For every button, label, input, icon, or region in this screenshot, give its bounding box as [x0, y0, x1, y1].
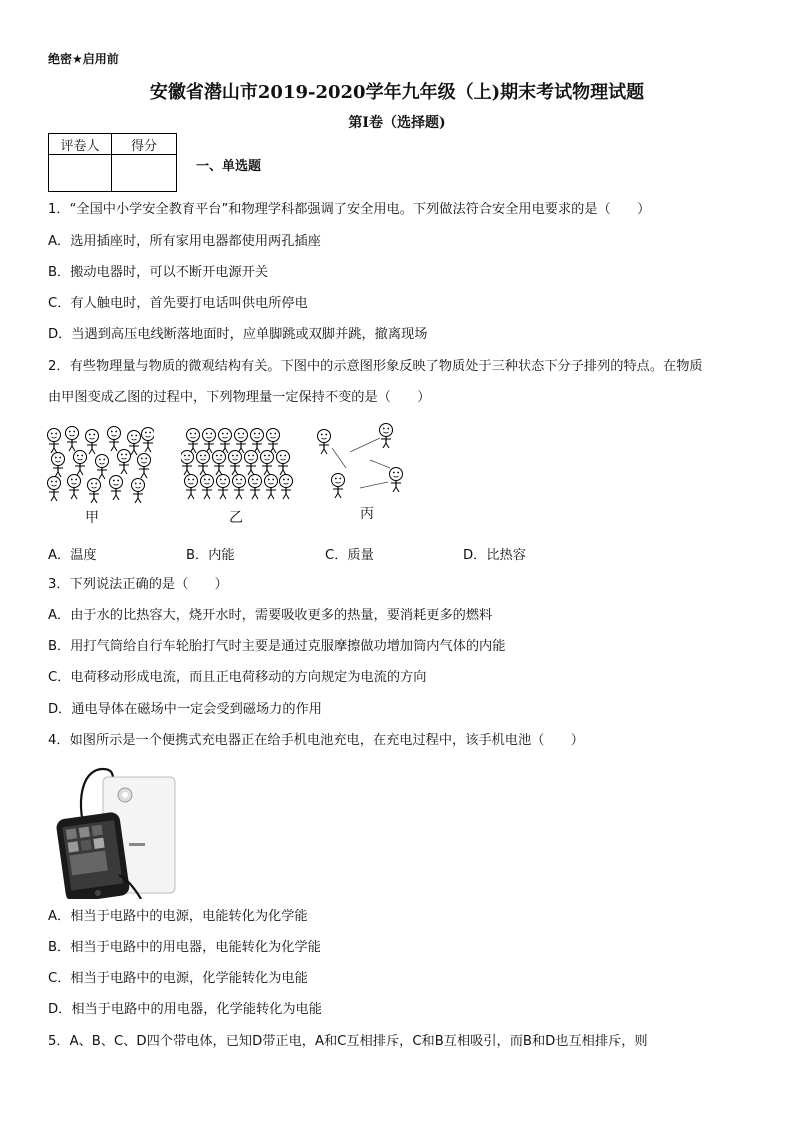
question-4-option-b: B．相当于电路中的用电器，电能转化为化学能 — [48, 940, 321, 955]
score-table-header-grader: 评卷人 — [49, 134, 112, 155]
question-3-option-b: B．用打气筒给自行车轮胎打气时主要是通过克服摩擦做功增加筒内气体的内能 — [48, 639, 506, 654]
figure-label-jia: 甲 — [85, 510, 99, 526]
question-3-option-d: D．通电导体在磁场中一定会受到磁场力的作用 — [48, 702, 322, 717]
question-1-option-c: C．有人触电时，首先要打电话叫供电所停电 — [48, 296, 308, 311]
question-4-option-c: C．相当于电路中的电源，化学能转化为电能 — [48, 971, 308, 986]
question-3-stem: 3．下列说法正确的是（ ） — [48, 577, 228, 592]
question-2-option-d: D．比热容 — [463, 548, 526, 563]
confidential-label: 绝密★启用前 — [48, 52, 119, 66]
question-2-stem-line1: 2．有些物理量与物质的微观结构有关。下图中的示意图形象反映了物质处于三种状态下分子排列的特点。在物质 — [48, 359, 703, 374]
question-4-option-a: A．相当于电路中的电源，电能转化为化学能 — [48, 909, 308, 924]
question-3-option-c: C．电荷移动形成电流，而且正电荷移动的方向规定为电流的方向 — [48, 670, 427, 685]
question-4-option-d: D．相当于电路中的用电器，化学能转化为电能 — [48, 1002, 322, 1017]
question-1-stem: 1．“全国中小学安全教育平台”和物理学科都强调了安全用电。下列做法符合安全用电要求的是（ ） — [48, 202, 651, 217]
score-table-header-score: 得分 — [112, 134, 177, 155]
question-3-option-a: A．由于水的比热容大，烧开水时，需要吸收更多的热量，要消耗更多的燃料 — [48, 608, 493, 623]
molecule-figure-yi — [181, 425, 293, 507]
question-2-stem-line2: 由甲图变成乙图的过程中，下列物理量一定保持不变的是（ ） — [48, 390, 431, 405]
page-subtitle: 第I卷（选择题) — [348, 115, 446, 131]
molecule-figure-bing — [310, 422, 410, 504]
question-5-stem: 5．A、B、C、D四个带电体，已知D带正电，A和C互相排斥，C和B互相吸引，而B和D也互相排斥，则 — [48, 1034, 648, 1049]
question-1-option-d: D．当遇到高压电线断落地面时，应单脚跳或双脚并跳，撤离现场 — [48, 327, 428, 342]
question-4-stem: 4．如图所示是一个便携式充电器正在给手机电池充电，在充电过程中，该手机电池（ ） — [48, 733, 584, 748]
figure-label-bing: 丙 — [360, 506, 374, 522]
question-2-option-c: C．质量 — [325, 548, 374, 563]
score-table-cell-grader — [49, 155, 112, 192]
charger-phone-image — [55, 763, 185, 899]
score-table-cell-score — [112, 155, 177, 192]
question-1-option-b: B．搬动电器时，可以不断开电源开关 — [48, 265, 269, 280]
section-title: 一、单选题 — [196, 159, 262, 174]
page-title: 安徽省潜山市2019-2020学年九年级（上)期末考试物理试题 — [149, 82, 645, 103]
question-2-option-a: A．温度 — [48, 548, 97, 563]
question-2-option-b: B．内能 — [186, 548, 235, 563]
score-table — [48, 133, 177, 192]
figure-label-yi: 乙 — [229, 510, 243, 526]
question-1-option-a: A．选用插座时，所有家用电器都使用两孔插座 — [48, 234, 321, 249]
molecule-figure-jia — [46, 425, 154, 507]
